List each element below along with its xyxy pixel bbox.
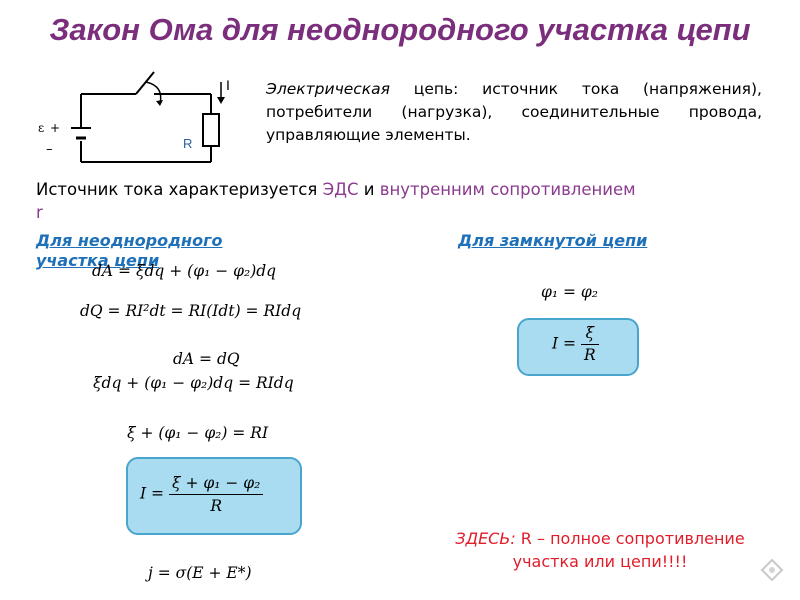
note-text: R – полное сопротивление участка или цепи!!!! bbox=[512, 529, 745, 571]
boxed-formula-left bbox=[126, 457, 302, 535]
formula-equal-potentials: φ₁ = φ₂ bbox=[541, 283, 598, 301]
current-label: I bbox=[226, 77, 230, 93]
boxed-left-denominator: R bbox=[210, 497, 222, 515]
formula-expanded: ξdq + (φ₁ − φ₂)dq = RIdq bbox=[93, 374, 294, 392]
plus-label: + bbox=[50, 121, 61, 135]
boxed-right-denominator: R bbox=[583, 346, 596, 364]
description-rest: цепь: источник тока (напряжения), потребители (нагрузка), соединительные провода, управляющие элементы. bbox=[266, 80, 762, 144]
boxed-left-fraction bbox=[169, 472, 263, 517]
description-lead: Электрическая bbox=[266, 80, 390, 98]
minus-label: – bbox=[46, 142, 53, 157]
formula-reduced: ξ + (φ₁ − φ₂) = RI bbox=[127, 424, 269, 442]
boxed-right-lhs: I = bbox=[552, 334, 577, 353]
note-full-resistance bbox=[440, 527, 760, 573]
boxed-formula-right bbox=[517, 318, 639, 376]
internal-resistance-term: внутренним сопротивлением r bbox=[36, 180, 636, 222]
emf-term: ЭДС bbox=[322, 180, 359, 199]
circuit-description bbox=[266, 78, 762, 147]
formula-current-density: j = σ(E + E*) bbox=[148, 564, 252, 582]
boxed-right-numerator: ξ bbox=[581, 323, 599, 345]
resistor-label: R bbox=[183, 136, 193, 151]
resistor bbox=[203, 114, 219, 146]
heading-closed-circuit: Для замкнутой цепи bbox=[458, 231, 648, 250]
slide-title: Закон Ома для неоднородного участка цепи bbox=[49, 12, 751, 47]
formula-work: dA = ξdq + (φ₁ − φ₂)dq bbox=[92, 262, 277, 280]
source-part1: Источник тока характеризуется bbox=[36, 180, 323, 199]
corner-logo-icon bbox=[760, 558, 784, 582]
boxed-left-numerator: ξ + φ₁ − φ₂ bbox=[169, 472, 263, 495]
note-prefix: ЗДЕСЬ: bbox=[455, 529, 516, 548]
emf-label: ε bbox=[38, 121, 45, 135]
source-sentence bbox=[36, 178, 636, 224]
formula-heat: dQ = RI²dt = RI(Idt) = RIdq bbox=[80, 302, 302, 320]
circuit-diagram bbox=[36, 70, 258, 170]
boxed-left-lhs: I = bbox=[140, 484, 165, 503]
formula-work-equals-heat: dA = dQ bbox=[173, 350, 240, 368]
heading-inhomogeneous-section: Для неоднородного участка цепи bbox=[36, 231, 223, 270]
boxed-right-fraction bbox=[581, 323, 599, 366]
source-part2: и bbox=[358, 180, 380, 199]
